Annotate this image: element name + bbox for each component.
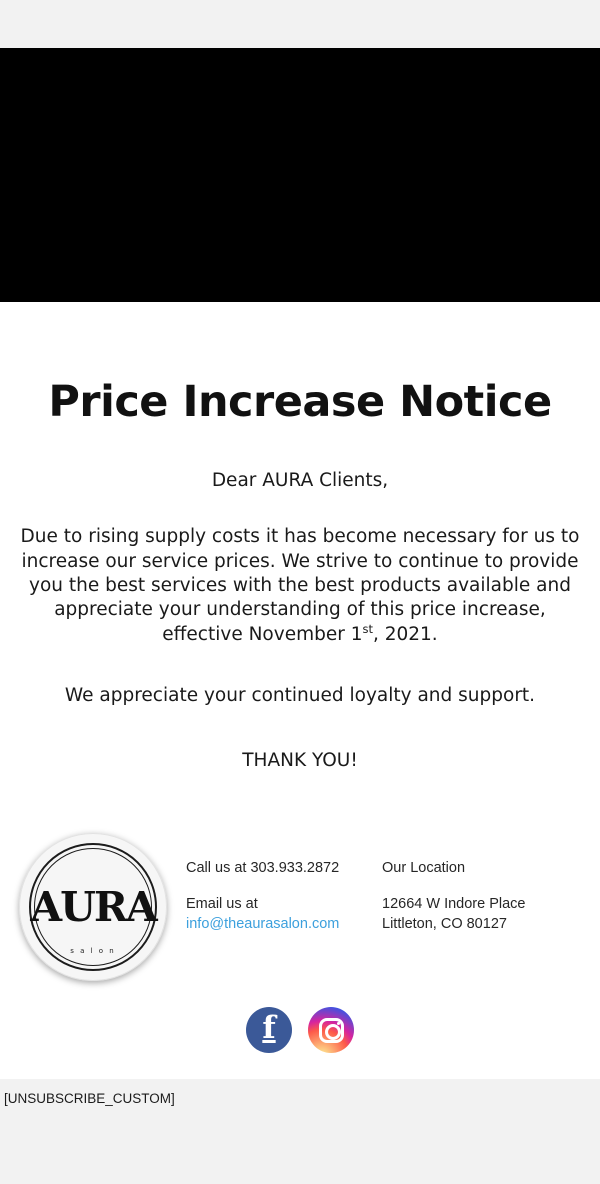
thank-you-text: THANK YOU! xyxy=(242,750,358,772)
address-line-2: Littleton, CO 80127 xyxy=(382,916,507,933)
address-line-1: 12664 W Indore Place xyxy=(382,896,526,913)
top-spacer xyxy=(0,0,600,48)
notice-paragraph xyxy=(0,525,600,647)
location-label: Our Location xyxy=(382,860,466,877)
loyalty-text: We appreciate your continued loyalty and support. xyxy=(64,685,536,707)
page-title: Price Increase Notice xyxy=(48,377,552,427)
notice-paragraph-part1: Due to rising supply costs it has become necessary for us to increase our service prices. We strive to continue to provide you the best services with the best products available and appreciate your understanding of this price increase, effective November 1 xyxy=(20,526,580,645)
ordinal-suffix: st xyxy=(362,621,373,636)
contact-column-right xyxy=(382,859,600,951)
email-body xyxy=(0,302,600,1079)
contact-columns xyxy=(186,825,600,951)
logo-wrapper xyxy=(0,825,186,981)
contact-column-left xyxy=(186,859,382,951)
social-links xyxy=(0,991,600,1079)
instagram-icon[interactable] xyxy=(308,1007,354,1053)
logo-subtitle: s a l o n xyxy=(70,947,116,956)
email-link[interactable]: info@theaurasalon.com xyxy=(186,916,340,933)
email-label: Email us at xyxy=(186,896,258,913)
aura-salon-logo xyxy=(19,833,167,981)
phone-line: Call us at 303.933.2872 xyxy=(186,860,340,877)
hero-banner-image xyxy=(0,48,600,302)
logo-wordmark: AURA xyxy=(30,882,156,931)
footer xyxy=(0,1079,600,1106)
salutation-text: Dear AURA Clients, xyxy=(211,470,389,492)
contact-block xyxy=(0,811,600,991)
unsubscribe-link[interactable]: [UNSUBSCRIBE_CUSTOM] xyxy=(4,1091,175,1107)
instagram-glyph xyxy=(319,1018,344,1043)
notice-paragraph-part2: , 2021. xyxy=(372,623,438,645)
facebook-icon[interactable]: f xyxy=(246,1007,292,1053)
